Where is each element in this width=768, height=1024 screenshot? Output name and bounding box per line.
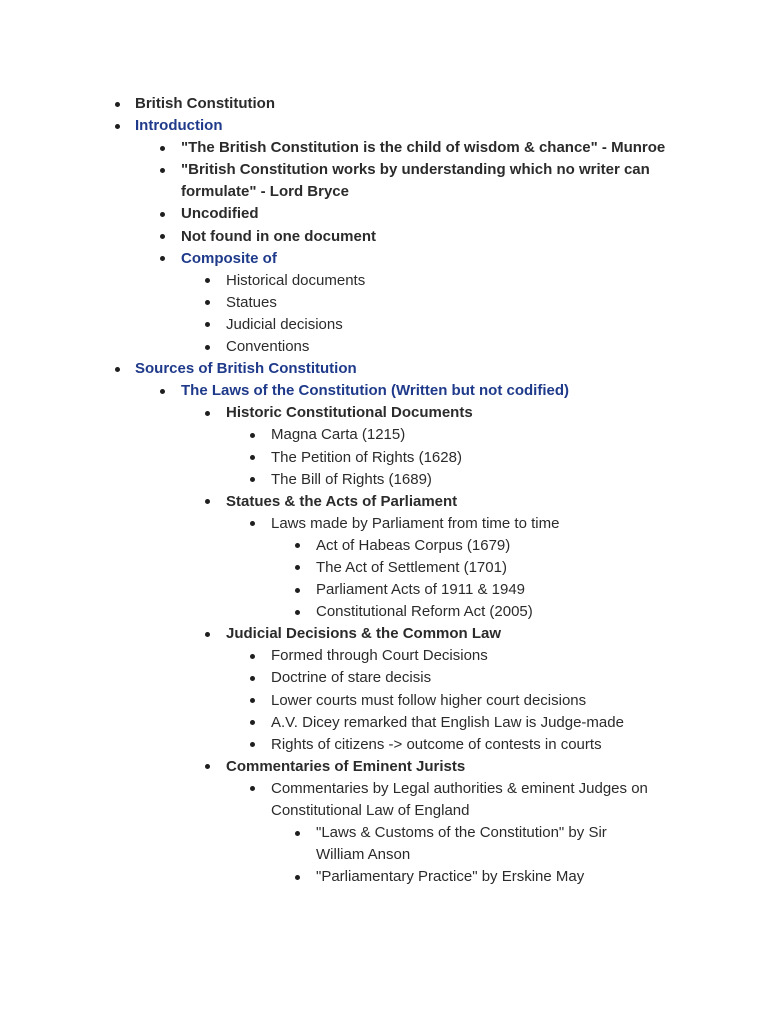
outline-item-text: Lower courts must follow higher court decisions	[271, 691, 587, 709]
outline-item-text: "Laws & Customs of the Constitution" by Sir William Anson	[316, 824, 607, 864]
outline-item-text: "The British Constitution is the child of wisdom & chance" - Munroe	[181, 139, 666, 157]
bullet-outline	[0, 93, 768, 888]
bullet-icon	[205, 499, 210, 504]
outline-item-level-4	[0, 778, 691, 822]
outline-item-level-3	[0, 623, 768, 645]
bullet-icon	[160, 234, 165, 239]
bullet-icon	[250, 455, 255, 460]
outline-item-text: Uncodified	[181, 205, 259, 223]
outline-item-level-5	[0, 557, 768, 579]
bullet-icon	[250, 433, 255, 438]
outline-item-level-4	[0, 690, 768, 712]
bullet-icon	[205, 632, 210, 637]
outline-item-text: Not found in one document	[181, 227, 376, 245]
bullet-icon	[205, 300, 210, 305]
outline-item-level-2	[0, 137, 768, 159]
outline-item-text: Commentaries by Legal authorities & eminent Judges on Constitutional Law of England	[271, 779, 648, 819]
bullet-icon	[160, 212, 165, 217]
outline-item-text: "British Constitution works by understanding which no writer can formulate" - Lord Bryce	[181, 161, 650, 201]
outline-item-text: The Laws of the Constitution (Written but not codified)	[181, 382, 570, 400]
bullet-icon	[160, 256, 165, 261]
outline-item-text: Statues & the Acts of Parliament	[226, 492, 458, 510]
outline-item-text: Constitutional Reform Act (2005)	[316, 603, 533, 621]
outline-item-text: Formed through Court Decisions	[271, 647, 488, 665]
outline-item-text: "Parliamentary Practice" by Erskine May	[316, 868, 585, 886]
outline-item-level-5	[0, 866, 768, 888]
outline-item-level-3	[0, 270, 768, 292]
bullet-icon	[250, 654, 255, 659]
outline-item-text: Conventions	[226, 338, 310, 356]
outline-item-level-3	[0, 402, 768, 424]
outline-item-level-5	[0, 535, 768, 557]
outline-item-text: Commentaries of Eminent Jurists	[226, 757, 466, 775]
bullet-icon	[205, 411, 210, 416]
outline-item-text: Composite of	[181, 249, 277, 267]
outline-item-text: Introduction	[135, 117, 223, 135]
outline-item-level-1	[0, 358, 768, 380]
outline-item-level-4	[0, 712, 768, 734]
outline-item-level-5	[0, 601, 768, 623]
outline-item-level-3	[0, 336, 768, 358]
outline-item-level-2	[0, 203, 768, 225]
outline-item-level-2	[0, 226, 768, 248]
outline-item-level-4	[0, 667, 768, 689]
outline-item-text: The Act of Settlement (1701)	[316, 558, 507, 576]
outline-item-text: British Constitution	[135, 95, 275, 112]
outline-item-text: Judicial decisions	[226, 315, 343, 333]
outline-item-level-1	[0, 93, 768, 115]
outline-item-text: Historic Constitutional Documents	[226, 404, 473, 422]
bullet-icon	[250, 521, 255, 526]
outline-item-level-3	[0, 292, 768, 314]
outline-item-text: Parliament Acts of 1911 & 1949	[316, 581, 526, 599]
outline-item-text: Act of Habeas Corpus (1679)	[316, 536, 511, 554]
outline-item-text: Historical documents	[226, 271, 366, 289]
bullet-icon	[250, 676, 255, 681]
outline-item-level-3	[0, 314, 768, 336]
bullet-icon	[160, 389, 165, 394]
outline-item-text: Sources of British Constitution	[135, 360, 357, 378]
outline-item-level-5	[0, 579, 768, 601]
outline-item-text: Statues	[226, 293, 277, 311]
bullet-icon	[295, 610, 300, 615]
outline-item-text: Doctrine of stare decisis	[271, 669, 432, 687]
bullet-icon	[250, 742, 255, 747]
outline-item-text: The Petition of Rights (1628)	[271, 448, 462, 466]
outline-item-level-4	[0, 447, 768, 469]
outline-item-text: Judicial Decisions & the Common Law	[226, 625, 502, 643]
outline-item-level-2	[0, 159, 701, 203]
outline-item-text: Laws made by Parliament from time to time	[271, 514, 560, 532]
bullet-icon	[115, 102, 120, 107]
outline-item-level-4	[0, 424, 768, 446]
bullet-icon	[205, 345, 210, 350]
outline-item-level-4	[0, 734, 768, 756]
bullet-icon	[295, 588, 300, 593]
bullet-icon	[295, 831, 300, 836]
outline-item-level-1	[0, 115, 768, 137]
outline-item-text: Rights of citizens -> outcome of contests in courts	[271, 735, 602, 753]
outline-item-text: The Bill of Rights (1689)	[271, 470, 432, 488]
bullet-icon	[205, 322, 210, 327]
outline-item-level-4	[0, 645, 768, 667]
bullet-icon	[160, 146, 165, 151]
bullet-icon	[250, 720, 255, 725]
bullet-icon	[295, 543, 300, 548]
bullet-icon	[250, 786, 255, 791]
bullet-icon	[160, 168, 165, 173]
bullet-icon	[115, 124, 120, 129]
bullet-icon	[205, 278, 210, 283]
outline-item-level-4	[0, 469, 768, 491]
outline-item-level-3	[0, 756, 768, 778]
outline-item-level-2	[0, 380, 768, 402]
outline-item-text: Magna Carta (1215)	[271, 426, 406, 444]
outline-item-level-2	[0, 248, 768, 270]
bullet-icon	[115, 367, 120, 372]
bullet-icon	[250, 698, 255, 703]
bullet-icon	[295, 875, 300, 880]
outline-item-level-5	[0, 822, 636, 866]
bullet-icon	[250, 477, 255, 482]
bullet-icon	[295, 565, 300, 570]
outline-item-level-4	[0, 513, 768, 535]
outline-item-text: A.V. Dicey remarked that English Law is Judge-made	[271, 713, 624, 731]
bullet-icon	[205, 764, 210, 769]
outline-item-level-3	[0, 491, 768, 513]
